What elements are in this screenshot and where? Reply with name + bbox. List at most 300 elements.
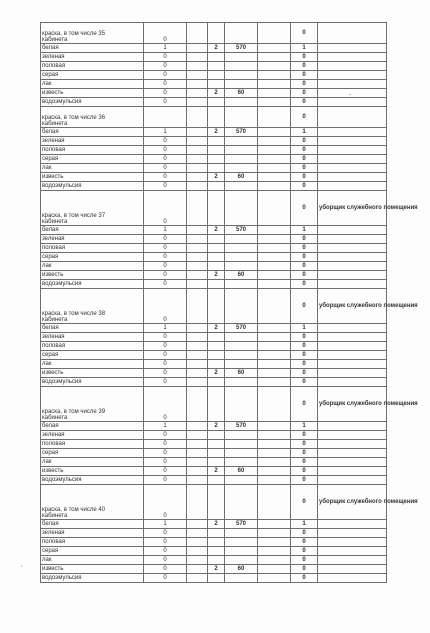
empty-cell <box>318 98 387 107</box>
item-price-cell <box>225 342 258 351</box>
item-n-cell <box>208 476 225 485</box>
item-qty-cell: 0 <box>144 431 187 440</box>
empty-cell <box>187 71 208 80</box>
table-row <box>41 529 387 538</box>
table-row <box>41 155 387 164</box>
empty-cell <box>258 449 291 458</box>
empty-cell <box>258 369 291 378</box>
empty-cell <box>258 360 291 369</box>
table-row <box>41 44 387 53</box>
item-price-cell <box>225 431 258 440</box>
item-qty-cell: 0 <box>144 146 187 155</box>
item-n-cell <box>208 235 225 244</box>
item-price-cell <box>225 146 258 155</box>
empty-cell <box>318 449 387 458</box>
empty-cell <box>318 342 387 351</box>
empty-cell <box>258 253 291 262</box>
item-total-cell: 0 <box>291 182 318 191</box>
item-price-cell: 570 <box>225 128 258 137</box>
empty-cell <box>318 565 387 574</box>
table-row <box>41 89 387 98</box>
item-total-cell: 0 <box>291 333 318 342</box>
item-name-cell: серая <box>41 449 144 458</box>
table-row <box>41 351 387 360</box>
empty-cell <box>258 378 291 387</box>
stray-dash-mark: - <box>349 92 351 98</box>
empty-cell <box>318 253 387 262</box>
item-qty-cell: 0 <box>144 89 187 98</box>
empty-cell <box>187 342 208 351</box>
group-header-row <box>41 23 387 44</box>
empty-cell <box>258 80 291 89</box>
item-n-cell: 2 <box>208 173 225 182</box>
item-n-cell: 2 <box>208 467 225 476</box>
item-n-cell <box>208 164 225 173</box>
item-n-cell <box>208 556 225 565</box>
item-price-cell <box>225 538 258 547</box>
table-row <box>41 182 387 191</box>
empty-cell <box>208 191 225 226</box>
empty-cell <box>187 80 208 89</box>
empty-cell <box>187 485 208 520</box>
empty-cell <box>187 107 208 128</box>
item-total-cell: 0 <box>291 342 318 351</box>
item-price-cell: 60 <box>225 271 258 280</box>
group-total-cell: 0 <box>291 387 318 422</box>
group-header-row <box>41 485 387 520</box>
empty-cell <box>258 289 291 324</box>
empty-cell <box>187 226 208 235</box>
item-n-cell <box>208 440 225 449</box>
empty-cell <box>258 520 291 529</box>
item-qty-cell: 1 <box>144 422 187 431</box>
empty-cell <box>258 146 291 155</box>
empty-cell <box>258 23 291 44</box>
item-n-cell <box>208 333 225 342</box>
empty-cell <box>258 71 291 80</box>
empty-cell <box>187 467 208 476</box>
responsible-cell <box>318 23 387 44</box>
table-row <box>41 80 387 89</box>
table-row <box>41 53 387 62</box>
item-name-cell: половая <box>41 62 144 71</box>
item-qty-cell: 0 <box>144 333 187 342</box>
empty-cell <box>187 520 208 529</box>
table-row <box>41 574 387 583</box>
empty-cell <box>187 137 208 146</box>
item-price-cell <box>225 244 258 253</box>
empty-cell <box>258 98 291 107</box>
empty-cell <box>258 128 291 137</box>
item-name-cell: серая <box>41 253 144 262</box>
empty-cell <box>187 556 208 565</box>
item-qty-cell: 0 <box>144 244 187 253</box>
empty-cell <box>187 173 208 182</box>
item-n-cell <box>208 449 225 458</box>
item-qty-cell: 0 <box>144 80 187 89</box>
empty-cell <box>318 164 387 173</box>
empty-cell <box>187 23 208 44</box>
item-price-cell <box>225 80 258 89</box>
item-name-cell: водоэмульсия <box>41 378 144 387</box>
table-row <box>41 235 387 244</box>
item-n-cell <box>208 262 225 271</box>
item-qty-cell: 0 <box>144 155 187 164</box>
table-row <box>41 422 387 431</box>
empty-cell <box>187 565 208 574</box>
empty-cell <box>318 324 387 333</box>
empty-cell <box>318 173 387 182</box>
empty-cell <box>318 53 387 62</box>
empty-cell <box>318 333 387 342</box>
table-row <box>41 556 387 565</box>
item-n-cell <box>208 146 225 155</box>
empty-cell <box>318 538 387 547</box>
item-name-cell: белая <box>41 520 144 529</box>
item-name-cell: известь <box>41 271 144 280</box>
empty-cell <box>187 333 208 342</box>
item-qty-cell: 0 <box>144 369 187 378</box>
group-count-cell: 0 <box>144 387 187 422</box>
empty-cell <box>318 458 387 467</box>
empty-cell <box>258 155 291 164</box>
item-name-cell: водоэмульсия <box>41 476 144 485</box>
item-n-cell <box>208 529 225 538</box>
empty-cell <box>187 262 208 271</box>
group-title-line2: кабинета <box>42 513 68 519</box>
empty-cell <box>208 387 225 422</box>
empty-cell <box>258 342 291 351</box>
empty-cell <box>187 431 208 440</box>
item-total-cell: 0 <box>291 476 318 485</box>
group-header-row <box>41 289 387 324</box>
table-row <box>41 431 387 440</box>
item-qty-cell: 0 <box>144 440 187 449</box>
empty-cell <box>258 107 291 128</box>
empty-cell <box>187 449 208 458</box>
item-n-cell <box>208 458 225 467</box>
group-title-line2: кабинета <box>42 37 68 43</box>
empty-cell <box>258 262 291 271</box>
item-n-cell: 2 <box>208 89 225 98</box>
empty-cell <box>318 226 387 235</box>
empty-cell <box>225 289 258 324</box>
item-price-cell <box>225 440 258 449</box>
item-name-cell: известь <box>41 369 144 378</box>
item-qty-cell: 1 <box>144 324 187 333</box>
item-total-cell: 0 <box>291 280 318 289</box>
table-row <box>41 244 387 253</box>
item-name-cell: известь <box>41 89 144 98</box>
empty-cell <box>318 378 387 387</box>
item-n-cell <box>208 155 225 164</box>
empty-cell <box>258 226 291 235</box>
item-qty-cell: 1 <box>144 44 187 53</box>
item-qty-cell: 0 <box>144 360 187 369</box>
item-n-cell: 2 <box>208 44 225 53</box>
stray-tick-mark: ' <box>21 566 23 572</box>
group-title-cell <box>41 485 144 520</box>
item-total-cell: 0 <box>291 360 318 369</box>
table-row <box>41 146 387 155</box>
empty-cell <box>318 182 387 191</box>
item-name-cell: половая <box>41 146 144 155</box>
item-n-cell <box>208 547 225 556</box>
item-qty-cell: 0 <box>144 467 187 476</box>
item-price-cell <box>225 253 258 262</box>
table-row <box>41 324 387 333</box>
item-price-cell <box>225 155 258 164</box>
empty-cell <box>258 574 291 583</box>
item-name-cell: водоэмульсия <box>41 182 144 191</box>
inventory-table <box>40 22 418 583</box>
empty-cell <box>187 440 208 449</box>
item-qty-cell: 0 <box>144 574 187 583</box>
item-n-cell <box>208 342 225 351</box>
group-title-line2: кабинета <box>42 219 68 225</box>
item-qty-cell: 0 <box>144 182 187 191</box>
empty-cell <box>187 476 208 485</box>
item-price-cell <box>225 98 258 107</box>
item-n-cell <box>208 574 225 583</box>
item-name-cell: зеленая <box>41 431 144 440</box>
item-price-cell <box>225 182 258 191</box>
item-total-cell: 1 <box>291 44 318 53</box>
item-price-cell <box>225 574 258 583</box>
empty-cell <box>258 244 291 253</box>
empty-cell <box>258 324 291 333</box>
item-qty-cell: 0 <box>144 62 187 71</box>
empty-cell <box>318 369 387 378</box>
empty-cell <box>258 164 291 173</box>
empty-cell <box>318 556 387 565</box>
item-price-cell <box>225 476 258 485</box>
item-qty-cell: 0 <box>144 53 187 62</box>
item-qty-cell: 0 <box>144 253 187 262</box>
empty-cell <box>187 53 208 62</box>
item-name-cell: водоэмульсия <box>41 280 144 289</box>
item-price-cell <box>225 137 258 146</box>
group-title-line1: краска, в том числе 40 <box>42 507 106 513</box>
group-title-cell <box>41 23 144 44</box>
item-qty-cell: 0 <box>144 164 187 173</box>
table-row <box>41 538 387 547</box>
table-row <box>41 173 387 182</box>
group-title-cell <box>41 191 144 226</box>
item-price-cell <box>225 280 258 289</box>
group-title-cell <box>41 107 144 128</box>
item-price-cell <box>225 556 258 565</box>
item-name-cell: водоэмульсия <box>41 98 144 107</box>
group-total-cell: 0 <box>291 107 318 128</box>
empty-cell <box>187 235 208 244</box>
item-total-cell: 0 <box>291 62 318 71</box>
group-title-line2: кабинета <box>42 121 68 127</box>
group-title-line1: краска, в том числе 38 <box>42 311 106 317</box>
empty-cell <box>225 107 258 128</box>
item-total-cell: 0 <box>291 431 318 440</box>
item-total-cell: 0 <box>291 440 318 449</box>
empty-cell <box>258 271 291 280</box>
item-name-cell: половая <box>41 440 144 449</box>
empty-cell <box>258 440 291 449</box>
item-total-cell: 0 <box>291 80 318 89</box>
empty-cell <box>187 360 208 369</box>
empty-cell <box>318 467 387 476</box>
table-row <box>41 280 387 289</box>
group-count-cell: 0 <box>144 485 187 520</box>
item-total-cell: 0 <box>291 235 318 244</box>
empty-cell <box>318 146 387 155</box>
item-name-cell: серая <box>41 351 144 360</box>
item-qty-cell: 0 <box>144 71 187 80</box>
empty-cell <box>258 547 291 556</box>
item-qty-cell: 0 <box>144 173 187 182</box>
item-qty-cell: 0 <box>144 378 187 387</box>
item-qty-cell: 0 <box>144 262 187 271</box>
group-header-row <box>41 107 387 128</box>
empty-cell <box>187 289 208 324</box>
empty-cell <box>318 529 387 538</box>
group-title-line2: кабинета <box>42 317 68 323</box>
item-n-cell <box>208 378 225 387</box>
table-row <box>41 71 387 80</box>
item-name-cell: серая <box>41 547 144 556</box>
empty-cell <box>187 191 208 226</box>
empty-cell <box>258 458 291 467</box>
item-name-cell: известь <box>41 467 144 476</box>
table-row <box>41 271 387 280</box>
item-total-cell: 1 <box>291 128 318 137</box>
group-title-line2: кабинета <box>42 415 68 421</box>
empty-cell <box>187 351 208 360</box>
empty-cell <box>258 467 291 476</box>
item-price-cell <box>225 53 258 62</box>
item-price-cell <box>225 458 258 467</box>
item-name-cell: лак <box>41 80 144 89</box>
empty-cell <box>318 71 387 80</box>
empty-cell <box>208 485 225 520</box>
empty-cell <box>187 529 208 538</box>
empty-cell <box>187 98 208 107</box>
empty-cell <box>318 422 387 431</box>
empty-cell <box>187 253 208 262</box>
item-qty-cell: 0 <box>144 449 187 458</box>
responsible-cell: уборщик служебного помещения <box>318 191 387 226</box>
group-total-cell: 0 <box>291 485 318 520</box>
item-price-cell: 60 <box>225 467 258 476</box>
item-total-cell: 0 <box>291 173 318 182</box>
empty-cell <box>258 538 291 547</box>
item-n-cell: 2 <box>208 422 225 431</box>
item-price-cell <box>225 378 258 387</box>
item-name-cell: половая <box>41 244 144 253</box>
item-total-cell: 1 <box>291 226 318 235</box>
table-row <box>41 458 387 467</box>
item-n-cell <box>208 280 225 289</box>
empty-cell <box>187 244 208 253</box>
table-row <box>41 520 387 529</box>
item-qty-cell: 1 <box>144 520 187 529</box>
item-qty-cell: 0 <box>144 351 187 360</box>
empty-cell <box>187 164 208 173</box>
table-row <box>41 378 387 387</box>
empty-cell <box>225 191 258 226</box>
item-n-cell: 2 <box>208 128 225 137</box>
empty-cell <box>318 271 387 280</box>
item-price-cell: 60 <box>225 369 258 378</box>
item-n-cell: 2 <box>208 369 225 378</box>
empty-cell <box>258 235 291 244</box>
responsible-cell: уборщик служебного помещения <box>318 387 387 422</box>
item-qty-cell: 0 <box>144 235 187 244</box>
item-n-cell <box>208 360 225 369</box>
item-price-cell: 570 <box>225 44 258 53</box>
empty-cell <box>318 520 387 529</box>
item-qty-cell: 0 <box>144 529 187 538</box>
item-qty-cell: 0 <box>144 538 187 547</box>
group-count-cell <box>144 107 187 128</box>
empty-cell <box>208 107 225 128</box>
item-total-cell: 0 <box>291 155 318 164</box>
item-total-cell: 0 <box>291 98 318 107</box>
item-price-cell <box>225 333 258 342</box>
empty-cell <box>258 529 291 538</box>
item-total-cell: 0 <box>291 351 318 360</box>
item-price-cell <box>225 262 258 271</box>
item-name-cell: известь <box>41 173 144 182</box>
table-row <box>41 128 387 137</box>
empty-cell <box>187 146 208 155</box>
item-name-cell: лак <box>41 458 144 467</box>
table-row <box>41 342 387 351</box>
empty-cell <box>187 387 208 422</box>
item-total-cell: 0 <box>291 449 318 458</box>
item-price-cell <box>225 164 258 173</box>
empty-cell <box>258 431 291 440</box>
item-total-cell: 0 <box>291 53 318 62</box>
item-name-cell: белая <box>41 324 144 333</box>
item-total-cell: 0 <box>291 467 318 476</box>
table-row <box>41 333 387 342</box>
item-n-cell <box>208 253 225 262</box>
empty-cell <box>225 485 258 520</box>
item-qty-cell: 0 <box>144 342 187 351</box>
item-total-cell: 0 <box>291 369 318 378</box>
empty-cell <box>258 351 291 360</box>
empty-cell <box>318 262 387 271</box>
table-row <box>41 98 387 107</box>
empty-cell <box>318 244 387 253</box>
item-qty-cell: 0 <box>144 98 187 107</box>
empty-cell <box>187 271 208 280</box>
item-total-cell: 0 <box>291 146 318 155</box>
item-total-cell: 0 <box>291 271 318 280</box>
item-name-cell: зеленая <box>41 333 144 342</box>
item-qty-cell: 0 <box>144 476 187 485</box>
item-qty-cell: 0 <box>144 458 187 467</box>
item-n-cell <box>208 53 225 62</box>
empty-cell <box>187 547 208 556</box>
empty-cell <box>318 360 387 369</box>
item-total-cell: 0 <box>291 164 318 173</box>
item-n-cell <box>208 431 225 440</box>
empty-cell <box>208 23 225 44</box>
item-price-cell: 570 <box>225 226 258 235</box>
item-price-cell: 60 <box>225 565 258 574</box>
item-total-cell: 0 <box>291 89 318 98</box>
item-n-cell <box>208 80 225 89</box>
